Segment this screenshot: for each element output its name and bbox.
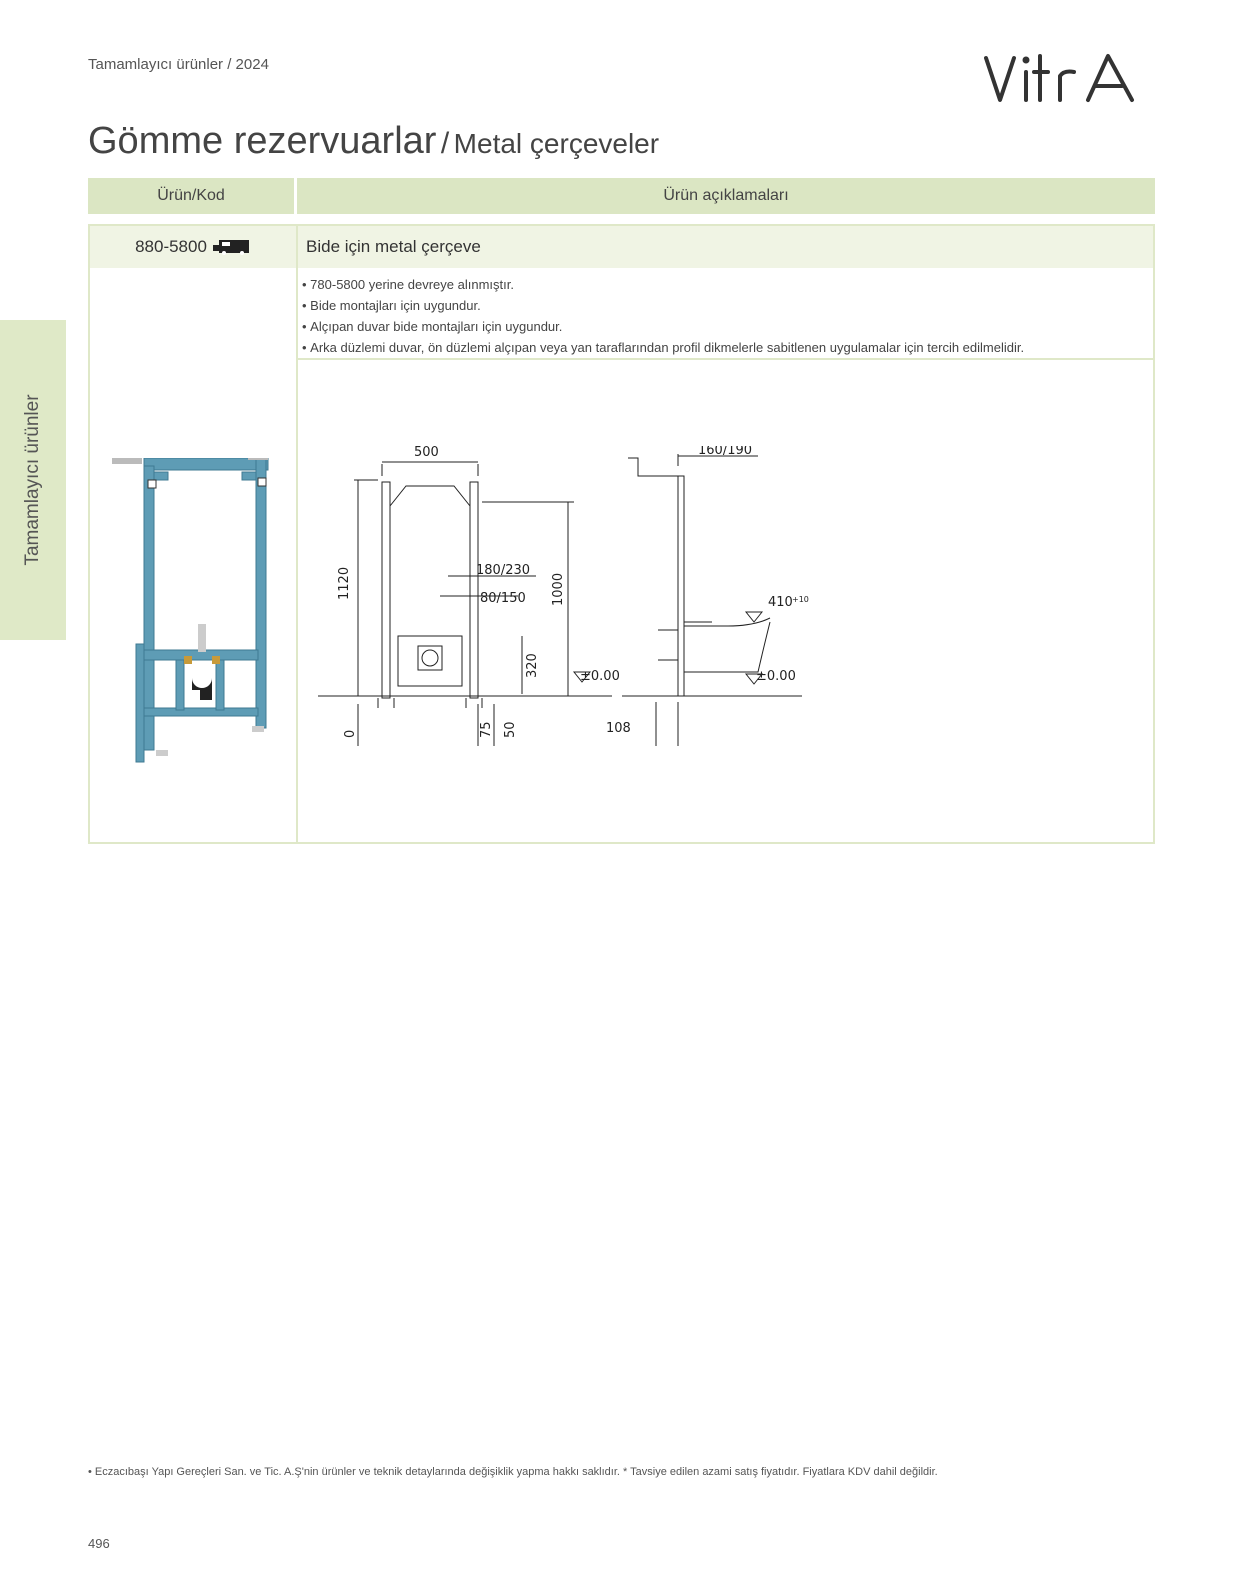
dim-rim-tolerance: +10: [792, 595, 809, 604]
feature-divider: [298, 358, 1153, 360]
footnote: • Eczacıbaşı Yapı Gereçleri San. ve Tic. A.Ş'nin ürünler ve teknik detaylarında değişiklik yapma hakkı saklıdır. * Tavsiye edilen azami satış fiyatıdır. Fiyatlara KDV dahil değildir.: [88, 1466, 938, 1478]
column-divider: [296, 226, 298, 842]
side-tab-label: Tamamlayıcı ürünler: [22, 394, 43, 566]
side-tab: [0, 320, 66, 640]
dim-height-total: 1120: [337, 566, 352, 600]
vitra-logo: [984, 48, 1136, 108]
dim-drain-height: 320: [525, 653, 540, 678]
section-label: Tamamlayıcı ürünler / 2024: [88, 56, 269, 73]
dim-leg-2: 50: [503, 721, 518, 738]
dim-zero-left: ±0.00: [580, 669, 620, 684]
product-name: Bide için metal çerçeve: [306, 237, 481, 256]
page-title: [88, 120, 659, 163]
dim-rim-height: 410: [768, 595, 793, 610]
feature-item: • Bide montajları için uygundur.: [302, 295, 1024, 316]
page-number: 496: [88, 1536, 110, 1551]
product-photo-frame: [112, 458, 274, 764]
dim-height-frame: 1000: [551, 572, 566, 606]
column-header-description: Ürün açıklamaları: [297, 178, 1155, 214]
feature-list: [302, 274, 1024, 358]
title-main: Gömme rezervuarlar: [88, 120, 437, 162]
title-separator: /: [440, 127, 450, 160]
technical-drawing: [318, 446, 818, 756]
title-sub: Metal çerçeveler: [453, 128, 660, 159]
feature-item: • Arka düzlemi duvar, ön düzlemi alçıpan veya yan taraflarından profil dikmelerle sabitlenen uygulamalar için tercih edilmelidir.: [302, 337, 1024, 358]
feature-item: • 780-5800 yerine devreye alınmıştır.: [302, 274, 1024, 295]
dim-leg-1: 75: [479, 721, 494, 738]
product-code: 880-5800: [135, 237, 207, 256]
product-code-cell: [90, 226, 296, 268]
dim-connection-2: 80/150: [480, 591, 526, 606]
dim-width: 500: [414, 446, 439, 460]
dim-offset: 108: [606, 721, 631, 736]
column-header-code: Ürün/Kod: [88, 178, 294, 214]
dim-connection-1: 180/230: [476, 563, 531, 578]
dim-zero-right: ±0.00: [756, 669, 796, 684]
feature-item: • Alçıpan duvar bide montajları için uygundur.: [302, 316, 1024, 337]
dim-leg-cut: 0: [343, 729, 358, 738]
dim-wall-depth: 160/190: [698, 446, 753, 458]
truck-icon: [213, 239, 251, 255]
